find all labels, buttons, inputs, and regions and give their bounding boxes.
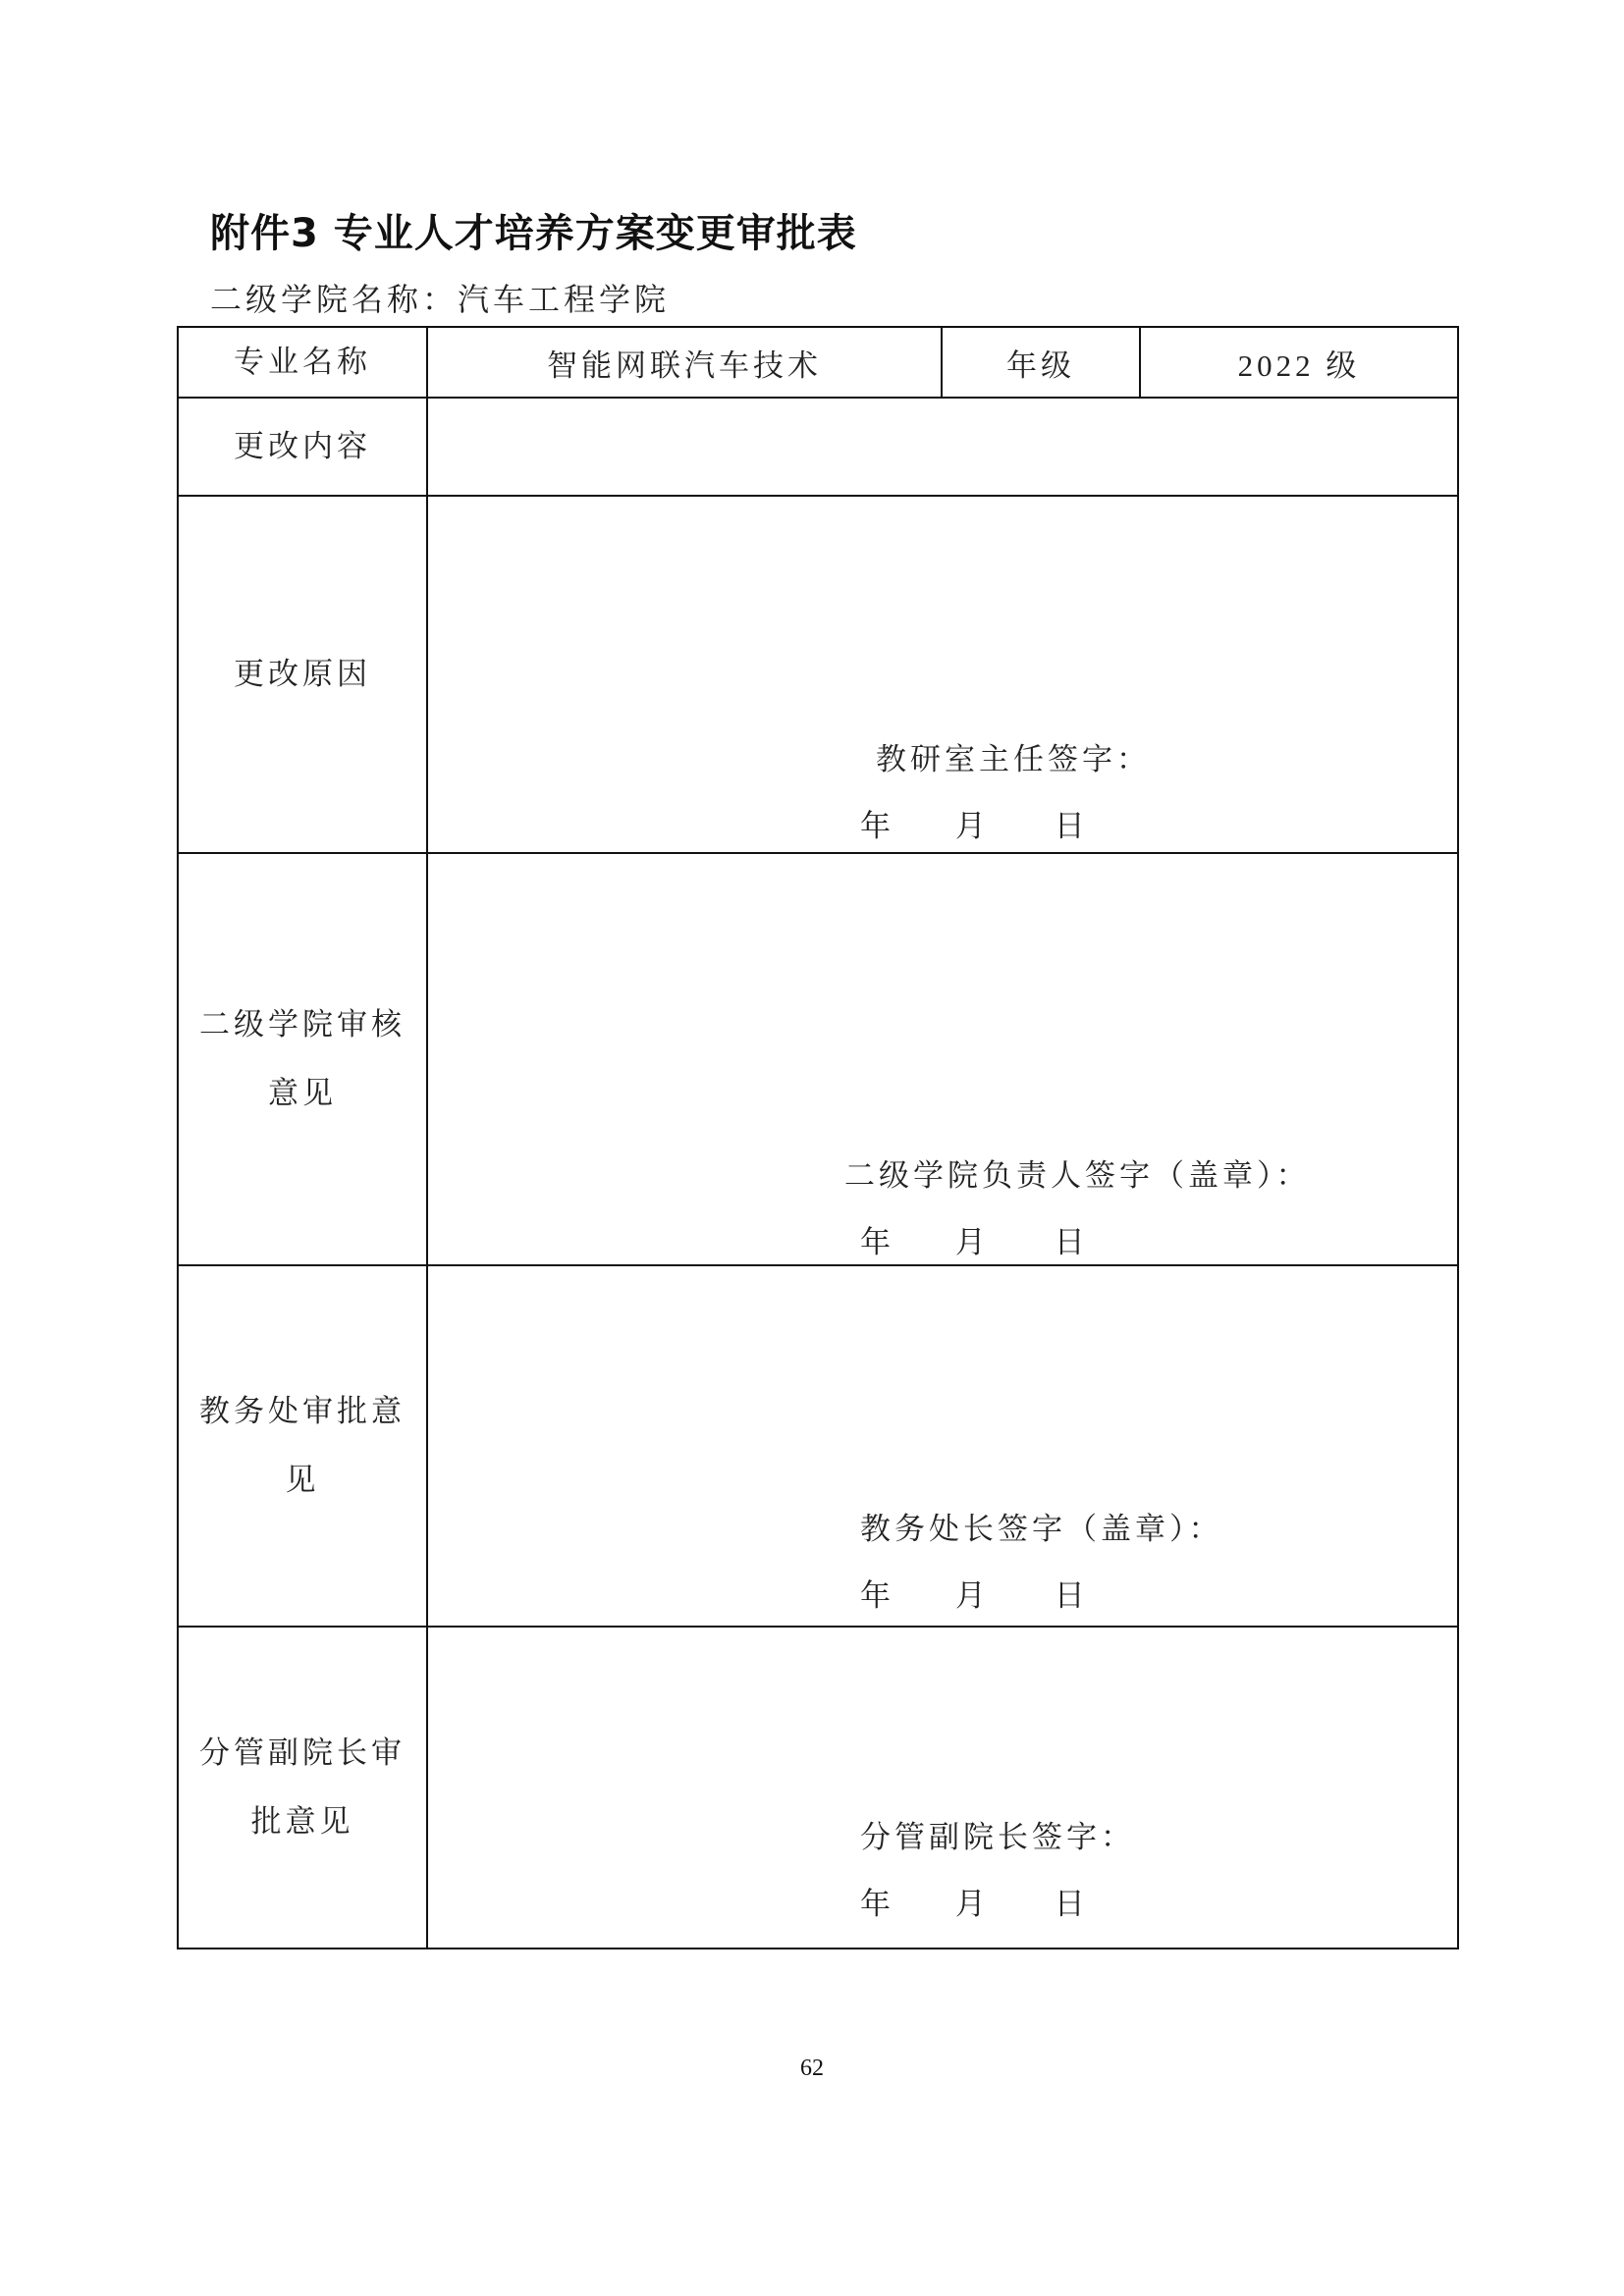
change-reason-date (860, 801, 1089, 845)
vice-president-signature-label: 分管副院长签字： (860, 1820, 1135, 1855)
academic-affairs-date (860, 1571, 1089, 1615)
page-number: 62 (800, 2056, 824, 2081)
vice-president-label-line2: 批意见 (250, 1804, 354, 1840)
vice-president-date (860, 1879, 1089, 1923)
date-year: 年 (860, 809, 894, 844)
college-review-label-line1: 二级学院审核 (199, 1007, 406, 1042)
change-reason-field[interactable] (427, 496, 1458, 853)
date-year: 年 (860, 1887, 894, 1922)
college-name-line: 二级学院名称：汽车工程学院 (210, 281, 671, 318)
academic-affairs-field[interactable] (427, 1265, 1458, 1627)
major-value[interactable]: 智能网联汽车技术 (427, 327, 942, 398)
date-month: 月 (954, 1887, 990, 1922)
college-review-label-line2: 意见 (268, 1076, 337, 1111)
grade-label: 年级 (942, 327, 1140, 398)
date-year: 年 (860, 1578, 894, 1614)
college-review-signature-label: 二级学院负责人签字（盖章）： (844, 1158, 1311, 1194)
college-review-date (860, 1217, 1089, 1261)
grade-value[interactable]: 2022 级 (1140, 327, 1458, 398)
change-reason-row (178, 496, 1458, 853)
date-day: 日 (1054, 1887, 1089, 1922)
date-day: 日 (1054, 1225, 1089, 1260)
college-review-label (178, 853, 427, 1265)
date-year: 年 (860, 1225, 894, 1260)
vice-president-field[interactable] (427, 1627, 1458, 1949)
date-day: 日 (1054, 809, 1089, 844)
date-day: 日 (1054, 1578, 1089, 1614)
college-review-field[interactable] (427, 853, 1458, 1265)
approval-form-table (177, 326, 1459, 1949)
date-month: 月 (954, 1578, 990, 1614)
major-label: 专业名称 (178, 327, 427, 398)
vice-president-row (178, 1627, 1458, 1949)
date-month: 月 (954, 1225, 990, 1260)
change-reason-signature-label: 教研室主任签字： (876, 742, 1151, 777)
college-review-row (178, 853, 1458, 1265)
change-content-label: 更改内容 (178, 398, 427, 496)
vice-president-label (178, 1627, 427, 1949)
vice-president-label-line1: 分管副院长审 (199, 1735, 406, 1771)
academic-affairs-label (178, 1265, 427, 1627)
academic-affairs-label-line2: 见 (285, 1463, 320, 1498)
date-month: 月 (954, 809, 990, 844)
change-content-row (178, 398, 1458, 496)
change-reason-label: 更改原因 (178, 496, 427, 853)
major-row (178, 327, 1458, 398)
academic-affairs-signature-label: 教务处长签字（盖章）： (860, 1512, 1223, 1547)
page-title: 附件3 专业人才培养方案变更审批表 (210, 211, 857, 256)
change-content-field[interactable] (427, 398, 1458, 496)
academic-affairs-row (178, 1265, 1458, 1627)
academic-affairs-label-line1: 教务处审批意 (199, 1394, 406, 1429)
